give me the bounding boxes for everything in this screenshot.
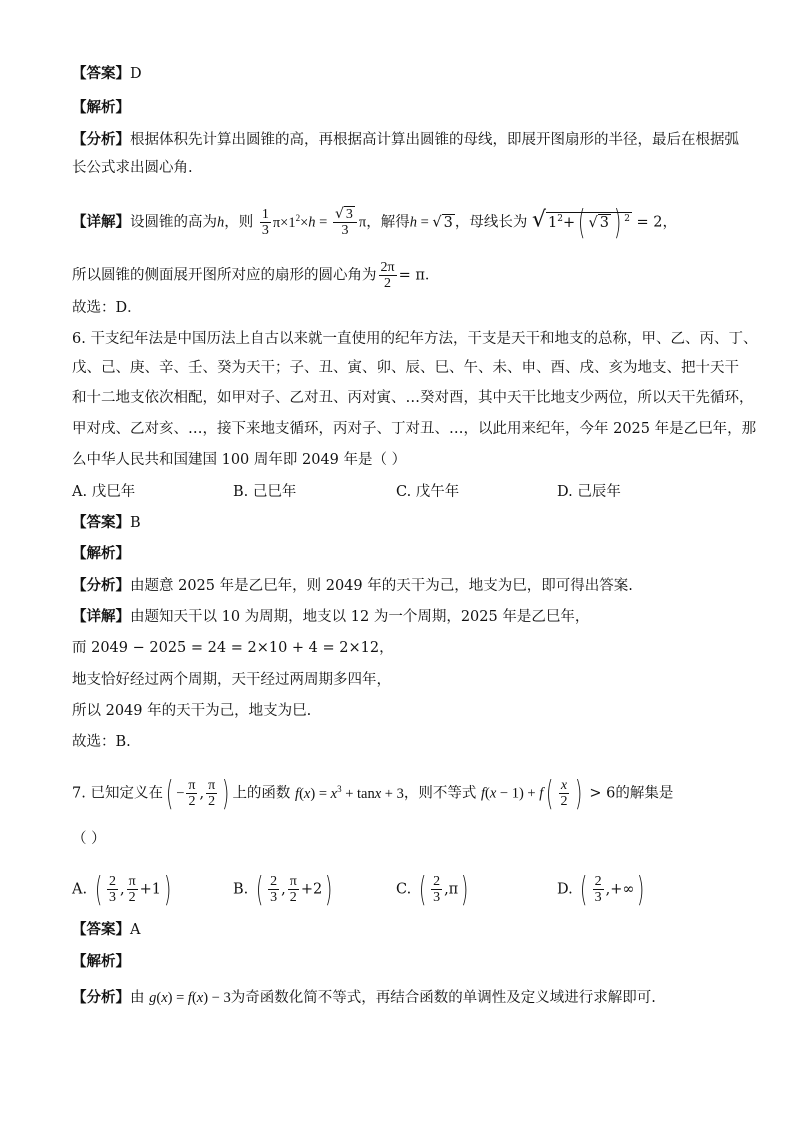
answer-line-q7 <box>72 920 140 940</box>
xiangjie-text: = 2， <box>636 214 678 231</box>
answer-value: D <box>130 66 142 82</box>
fraction-pi-over-2: $\frac{\pi}{2}$ <box>208 778 216 809</box>
g-definition: g(x) = f(x) − 3 <box>149 990 231 1006</box>
fenxi-text: 由题意 2025 年是乙巳年，则 2049 年的天干为己，地支为巳，即可得出答案. <box>130 578 633 594</box>
h-equals-sqrt3: h = <box>409 214 433 231</box>
xiangjie-text: 由题知天干以 10 为周期，地支以 12 为一个周期，2025 年是乙巳年， <box>130 609 590 625</box>
xiangjie-text: ，解得 <box>366 214 410 231</box>
slant-height-expr: $1^2+$( √ 3 ) $^2$ <box>548 202 630 243</box>
fenxi-line-q5-cont <box>72 158 193 178</box>
fraction-sqrt3-over-3: $\frac{√ 3}{3}$ <box>333 207 357 238</box>
xiangjie-text: ，母线长为 <box>454 214 528 231</box>
select-line-q6 <box>72 732 131 752</box>
sqrt-symbol: √ <box>532 207 547 233</box>
select-line-q5 <box>72 298 142 318</box>
fenxi-line-q7 <box>72 988 656 1008</box>
q7-stem-line1: 7. 已知定义在( − $\frac{\pi}{2}$ , $\frac{\pi}{2}$ ) 上的函数 $f(x) = x^3 + \tan x + 3$，则不等式 f(x − 1) + f( $\frac{x}{2}$ ) > 6的解集是 <box>72 773 674 814</box>
q6-stem: 6. 干支纪年法是中国历法上自古以来就一直使用的纪年方法，干支是天干和地支的总称，甲、乙、丙、丁、 <box>72 331 758 347</box>
q7-stem: 上的函数 <box>232 785 291 802</box>
q7-option-c[interactable]: C. ( $\frac{2}{3}$ ,π) <box>396 869 469 910</box>
q6-stem: 甲对戌、乙对亥、…，接下来地支循环，丙对子、丁对丑、…，以此用来纪年，今年 2025 年是乙巳年，那 <box>72 421 757 437</box>
q6-option-d[interactable]: D. 己辰年 <box>557 484 621 500</box>
select-text: 故选：B. <box>72 734 131 750</box>
xiangjie-line2-q5 <box>72 260 439 291</box>
xiangjie-line2-q6 <box>72 638 394 658</box>
select-text: 故选：D． <box>72 300 142 316</box>
fraction-one-third: $\frac{1}{3}$ <box>261 207 269 238</box>
answer-line-q5 <box>72 64 142 84</box>
xiangjie-tag: 【详解】 <box>72 609 130 625</box>
q7-stem: 的解集是 <box>615 785 674 802</box>
jiexi-line-q5 <box>72 98 130 118</box>
fenxi-text-cont: 长公式求出圆心角. <box>72 160 193 176</box>
answer-tag: 【答案】 <box>72 515 130 531</box>
paren-right: ) <box>574 773 582 814</box>
volume-expr: $\pi\times 1^2\times h$ = <box>272 212 331 231</box>
fenxi-text: 根据体积先计算出圆锥的高，再根据高计算出圆锥的母线，即展开图扇形的半径，最后在根据弧 <box>130 132 739 148</box>
q6-stem-line3 <box>72 388 754 408</box>
answer-tag: 【答案】 <box>72 66 130 82</box>
jiexi-tag: 【解析】 <box>72 954 130 970</box>
fraction-2pi-over-2: $\frac{2\pi}{2}$ <box>380 260 395 291</box>
q6-stem-line5 <box>72 450 406 470</box>
q6-stem: 么中华人民共和国建国 100 周年即 2049 年是（ ） <box>72 452 407 468</box>
answer-value: A <box>130 922 141 938</box>
paren-left: ( <box>546 773 554 814</box>
q7-stem-line2 <box>72 829 106 849</box>
jiexi-line-q7 <box>72 952 130 972</box>
answer-tag: 【答案】 <box>72 922 130 938</box>
xiangjie-text: 而 2049 − 2025 = 24 = 2×10 + 4 = 2×12， <box>72 640 394 656</box>
xiangjie-line3-q6 <box>72 670 391 690</box>
fenxi-tag: 【分析】 <box>72 578 130 594</box>
q6-option-a[interactable]: A. 戊巳年 <box>72 484 136 500</box>
q6-option-c[interactable]: C. 戊午年 <box>396 484 460 500</box>
fenxi-text: 由 <box>130 990 145 1006</box>
fraction-pi-over-2: $\frac{\pi}{2}$ <box>188 778 196 809</box>
xiangjie-tag: 【详解】 <box>72 214 130 231</box>
option-label: A. <box>72 881 88 898</box>
q7-paren: （ ） <box>72 831 106 847</box>
q7-option-b[interactable]: B. ( $\frac{2}{3}$ , $\frac{\pi}{2}$ +2) <box>233 869 333 910</box>
xiangjie-text: 设圆锥的高为 <box>130 214 217 231</box>
xiangjie-text: 所以 2049 年的天干为己，地支为巳. <box>72 703 312 719</box>
paren-right: ) <box>222 773 230 814</box>
fenxi-tag: 【分析】 <box>72 990 130 1006</box>
paren-left: ( <box>165 773 174 814</box>
q7-option-d[interactable]: D. ( $\frac{2}{3}$ ,+∞) <box>557 869 645 910</box>
option-label: D. <box>557 881 573 898</box>
jiexi-tag: 【解析】 <box>72 100 130 116</box>
xiangjie-line-q6 <box>72 607 589 627</box>
q6-stem: 和十二地支依次相配，如甲对子、乙对丑、丙对寅、…癸对酉，其中天干比地支少两位，所以天干先循环， <box>72 390 754 406</box>
xiangjie-line4-q6 <box>72 701 311 721</box>
q6-stem: 戊、己、庚、辛、壬、癸为天干；子、丑、寅、卯、辰、巳、午、未、申、酉、戌、亥为地支、把十天干 <box>72 360 739 376</box>
interval-lower: − <box>176 785 185 802</box>
var-h: h <box>217 214 225 231</box>
pi-symbol: π <box>358 214 367 231</box>
option-label: B. <box>233 881 249 898</box>
q7-stem: ，则不等式 <box>403 785 477 802</box>
fenxi-text: 为奇函数化简不等式，再结合函数的单调性及定义域进行求解即可. <box>230 990 656 1006</box>
fraction-x-over-2: $\frac{x}{2}$ <box>560 778 568 809</box>
xiangjie-line-q5: 【详解】设圆锥的高为h，则 $\frac{1}{3}$ $\pi\times 1^2\times h$ = $\frac{√ 3}{3}$ π，解得h = √ 3 ，母线长为 √ $1^2+$( √ 3 ) $^2$ = 2， <box>72 202 678 243</box>
fenxi-line-q5 <box>72 130 739 150</box>
option-label: C. <box>396 881 412 898</box>
q7-stem: 7. 已知定义在 <box>72 785 163 802</box>
q6-option-b[interactable]: B. 己巳年 <box>233 484 297 500</box>
xiangjie-text: 所以圆锥的侧面展开图所对应的扇形的圆心角为 <box>72 267 377 284</box>
q6-stem-line1 <box>72 329 757 349</box>
fenxi-line-q6 <box>72 576 633 596</box>
function-def: $f(x) = x^3 + \tan x + 3$ <box>295 783 404 802</box>
q7-option-a[interactable]: A. ( $\frac{2}{3}$ , $\frac{\pi}{2}$ +1) <box>72 869 172 910</box>
jiexi-line-q6 <box>72 544 130 564</box>
inequality-expr: f(x − 1) + f <box>480 785 544 802</box>
fenxi-tag: 【分析】 <box>72 132 130 148</box>
xiangjie-text: 地支恰好经过两个周期，天干经过两周期多四年， <box>72 672 391 688</box>
answer-line-q6 <box>72 513 141 533</box>
answer-value: B <box>130 515 141 531</box>
xiangjie-text: ，则 <box>224 214 254 231</box>
jiexi-tag: 【解析】 <box>72 546 130 562</box>
xiangjie-text: = π． <box>398 267 440 284</box>
q6-stem-line2 <box>72 358 739 378</box>
q6-stem-line4 <box>72 419 756 439</box>
